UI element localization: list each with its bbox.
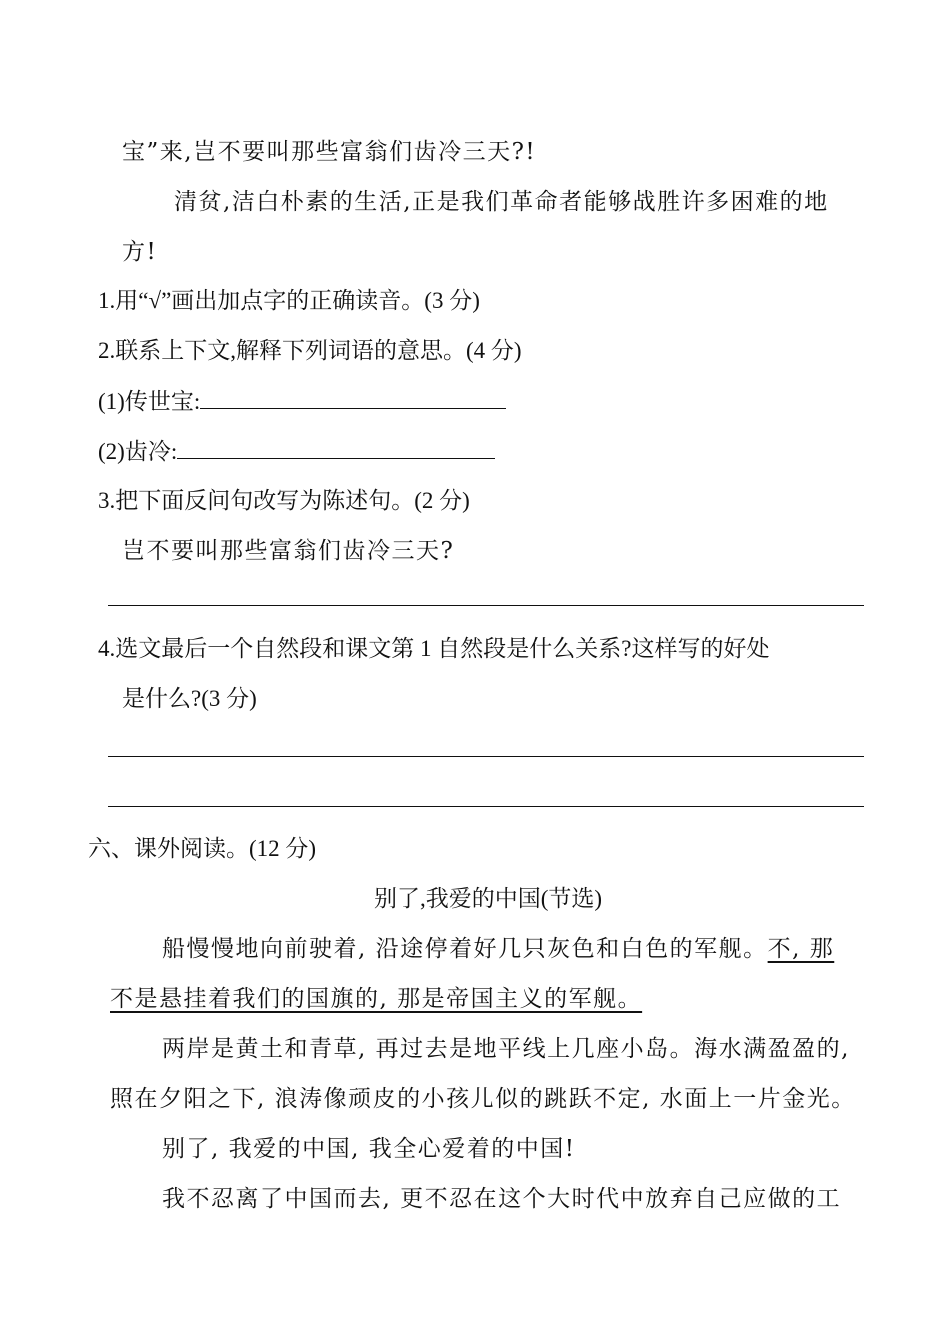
reading-para-1-cont <box>110 984 642 1014</box>
reading-title: 别了,我爱的中国(节选) <box>374 886 603 911</box>
reading-para-4: 我不忍离了中国而去, 更不忍在这个大时代中放弃自己应做的工 <box>162 1186 842 1212</box>
question-3: 3.把下面反问句改写为陈述句。(2 分) <box>98 488 470 513</box>
question-2a-label: (1)传世宝: <box>98 389 201 414</box>
answer-blank[interactable] <box>177 436 495 459</box>
question-2: 2.联系上下文,解释下列词语的意思。(4 分) <box>98 338 522 363</box>
question-2b-label: (2)齿冷: <box>98 439 178 464</box>
question-4: 4.选文最后一个自然段和课文第 1 自然段是什么关系?这样写的好处 <box>98 636 770 661</box>
reading-para-2: 两岸是黄土和青草, 再过去是地平线上几座小岛。海水满盈盈的, <box>162 1036 850 1062</box>
answer-line[interactable] <box>108 756 864 757</box>
reading-para-3: 别了, 我爱的中国, 我全心爱着的中国! <box>162 1136 576 1162</box>
underlined-sentence: 不, 那 <box>767 936 835 962</box>
answer-line[interactable] <box>108 806 864 807</box>
question-3-sentence: 岂不要叫那些富翁们齿冷三天? <box>122 538 455 564</box>
answer-blank[interactable] <box>200 386 506 409</box>
question-2b <box>98 436 495 467</box>
underlined-sentence: 不是悬挂着我们的国旗的, 那是帝国主义的军舰。 <box>110 986 643 1012</box>
reading-text: 船慢慢地向前驶着, 沿途停着好几只灰色和白色的军舰。 <box>162 936 768 962</box>
passage-line: 方! <box>122 239 158 265</box>
question-2a <box>98 386 506 417</box>
answer-line[interactable] <box>108 605 864 606</box>
reading-para-2-cont: 照在夕阳之下, 浪涛像顽皮的小孩儿似的跳跃不定, 水面上一片金光。 <box>110 1086 856 1112</box>
question-4-cont: 是什么?(3 分) <box>122 686 257 711</box>
reading-para-1 <box>162 934 834 964</box>
passage-line: 清贫,洁白朴素的生活,正是我们革命者能够战胜许多困难的地 <box>174 189 829 215</box>
passage-line: 宝”来,岂不要叫那些富翁们齿冷三天?! <box>122 139 537 165</box>
question-1: 1.用“√”画出加点字的正确读音。(3 分) <box>98 288 480 313</box>
section-heading: 六、课外阅读。(12 分) <box>88 836 317 861</box>
